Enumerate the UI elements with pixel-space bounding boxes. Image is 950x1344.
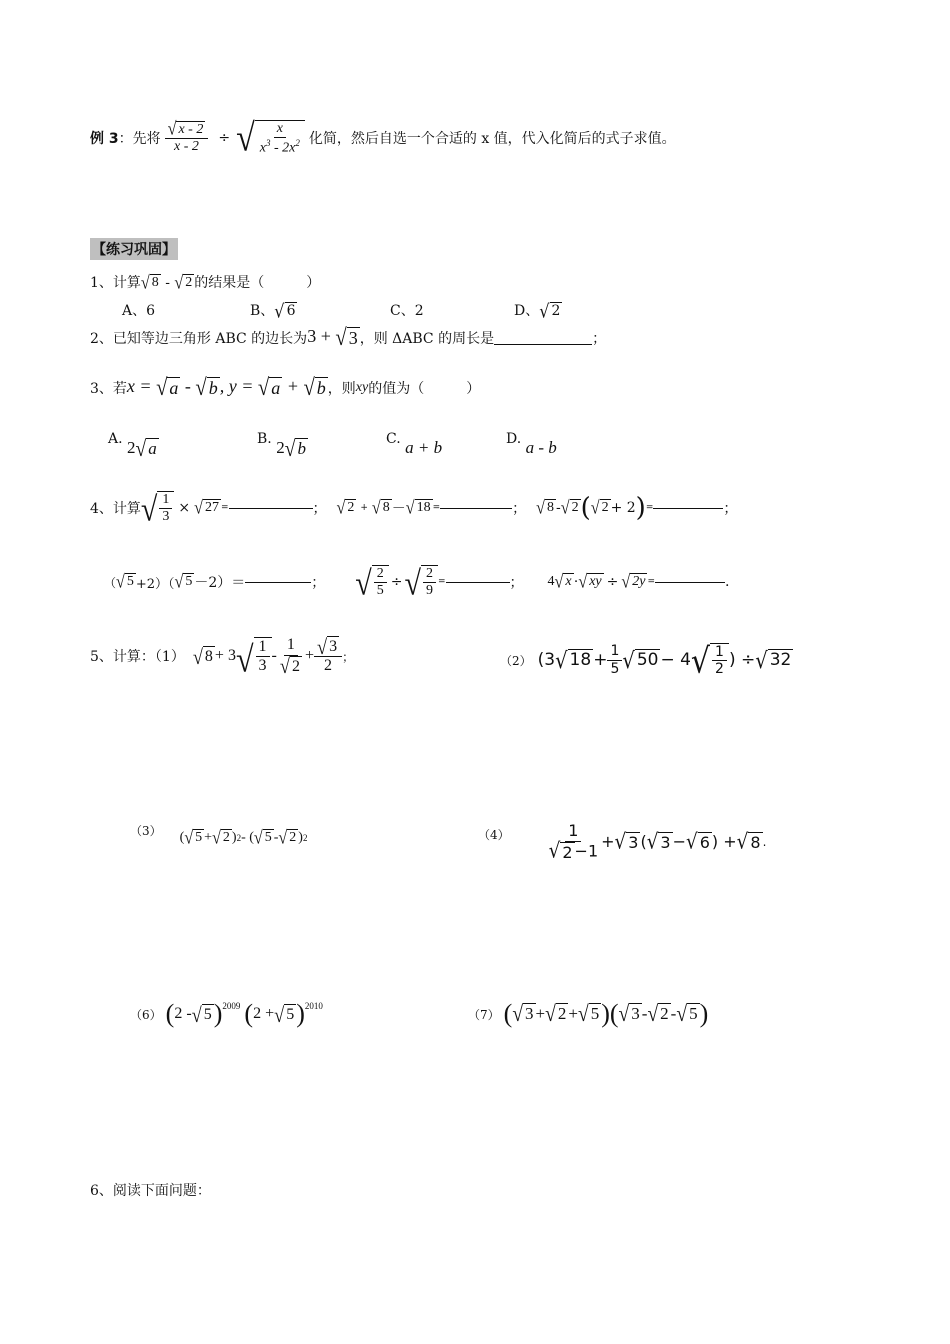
- q5-part1: 5、计算：（1） √ 8 + 3 √ $\frac{1}{3}$ - 1 √ 2 + √ 3 2 ；: [90, 635, 355, 681]
- q4-blank-6[interactable]: [655, 582, 725, 583]
- q5-part3: （3） ( √ 5 + √ 2 ) 2 - ( √ 5 - √ 2 ) 2: [130, 823, 308, 848]
- q4-blank-3[interactable]: [653, 508, 723, 509]
- q3-option-c: C. a + b: [386, 431, 443, 457]
- q5-part4: （4） 1 √ 2 −1 + √ 3 ( √ 3 − √ 6 ) + √ 8 .: [478, 821, 767, 864]
- example3-label: 例 3: [90, 131, 119, 147]
- q3-stem: 3、若 x = √ a - √ b , y = √ a + √ b ，则 xy 的值为（ ）: [90, 375, 481, 402]
- q1-option-c: C、2: [390, 303, 424, 319]
- q3-option-d: D. a - b: [506, 431, 557, 457]
- q4-blank-2[interactable]: [440, 508, 512, 509]
- q5-part6: （6） ( 2 - √ 5 ) 2009 ( 2 + √ 5 ) 2010: [130, 999, 323, 1028]
- q2-answer-blank[interactable]: [494, 330, 592, 345]
- q4-row2: （ √ 5 +2）（ √ 5 －2）＝ ； √ $\frac{2}{5}$ ÷ √ $\frac{2}{9}$ = ； 4 √ x ⋅ √ xy ÷ √ 2y = .: [104, 564, 730, 603]
- q5-part7: （7） ( √ 3 + √ 2 + √ 5 )( √ 3 - √ 2 - √ 5 ): [468, 999, 709, 1028]
- q1-option-a: A、6: [122, 303, 156, 319]
- q3-option-b: B. 2 √ b: [257, 431, 306, 462]
- q1-stem: 1、计算 √ 8 - √ 2 的结果是（ ）: [90, 273, 321, 293]
- example3-root: √ $\frac{x}{x^3 - 2x^2}$: [236, 120, 305, 157]
- q1-option-b: B、 √ 6: [250, 300, 296, 323]
- q3-option-a: A. 2 √ a: [108, 431, 157, 462]
- q4-blank-4[interactable]: [245, 582, 311, 583]
- q4-row1: 4、计算 √ $\frac{1}{3}$ × √ 27 = ； √ 2 + √ 8 － √ 18 = ； √ 8 - √ 2 ( √ 2 + 2 ) = ；: [90, 490, 738, 529]
- q1-option-d: D、 √ 2: [514, 300, 561, 323]
- example3-line: 例 3 ： 先将 √ x - 2 x - 2 ÷ √ $\frac{x}{x^3 - 2x^2}$ 化简，然后自选一个合适的 x 值，代入化简后的式子求值。: [90, 117, 676, 161]
- q6-stem: 6、阅读下面问题：: [90, 1183, 211, 1199]
- section-title: 【练习巩固】: [90, 238, 178, 260]
- q4-blank-5[interactable]: [446, 582, 510, 583]
- q5-part2: （2） (3 √ 18 + $\frac{1}{5}$ √ 50 − 4 √ $\frac{1}{2}$ ) ÷ √ 32: [500, 641, 792, 682]
- q4-blank-1[interactable]: [229, 508, 313, 509]
- example3-fraction: √ x - 2 x - 2: [165, 121, 209, 156]
- q2-stem: 2、已知等边三角形 ABC 的边长为 3 + √ 3 ，则 ΔABC 的周长是 ；: [90, 325, 607, 352]
